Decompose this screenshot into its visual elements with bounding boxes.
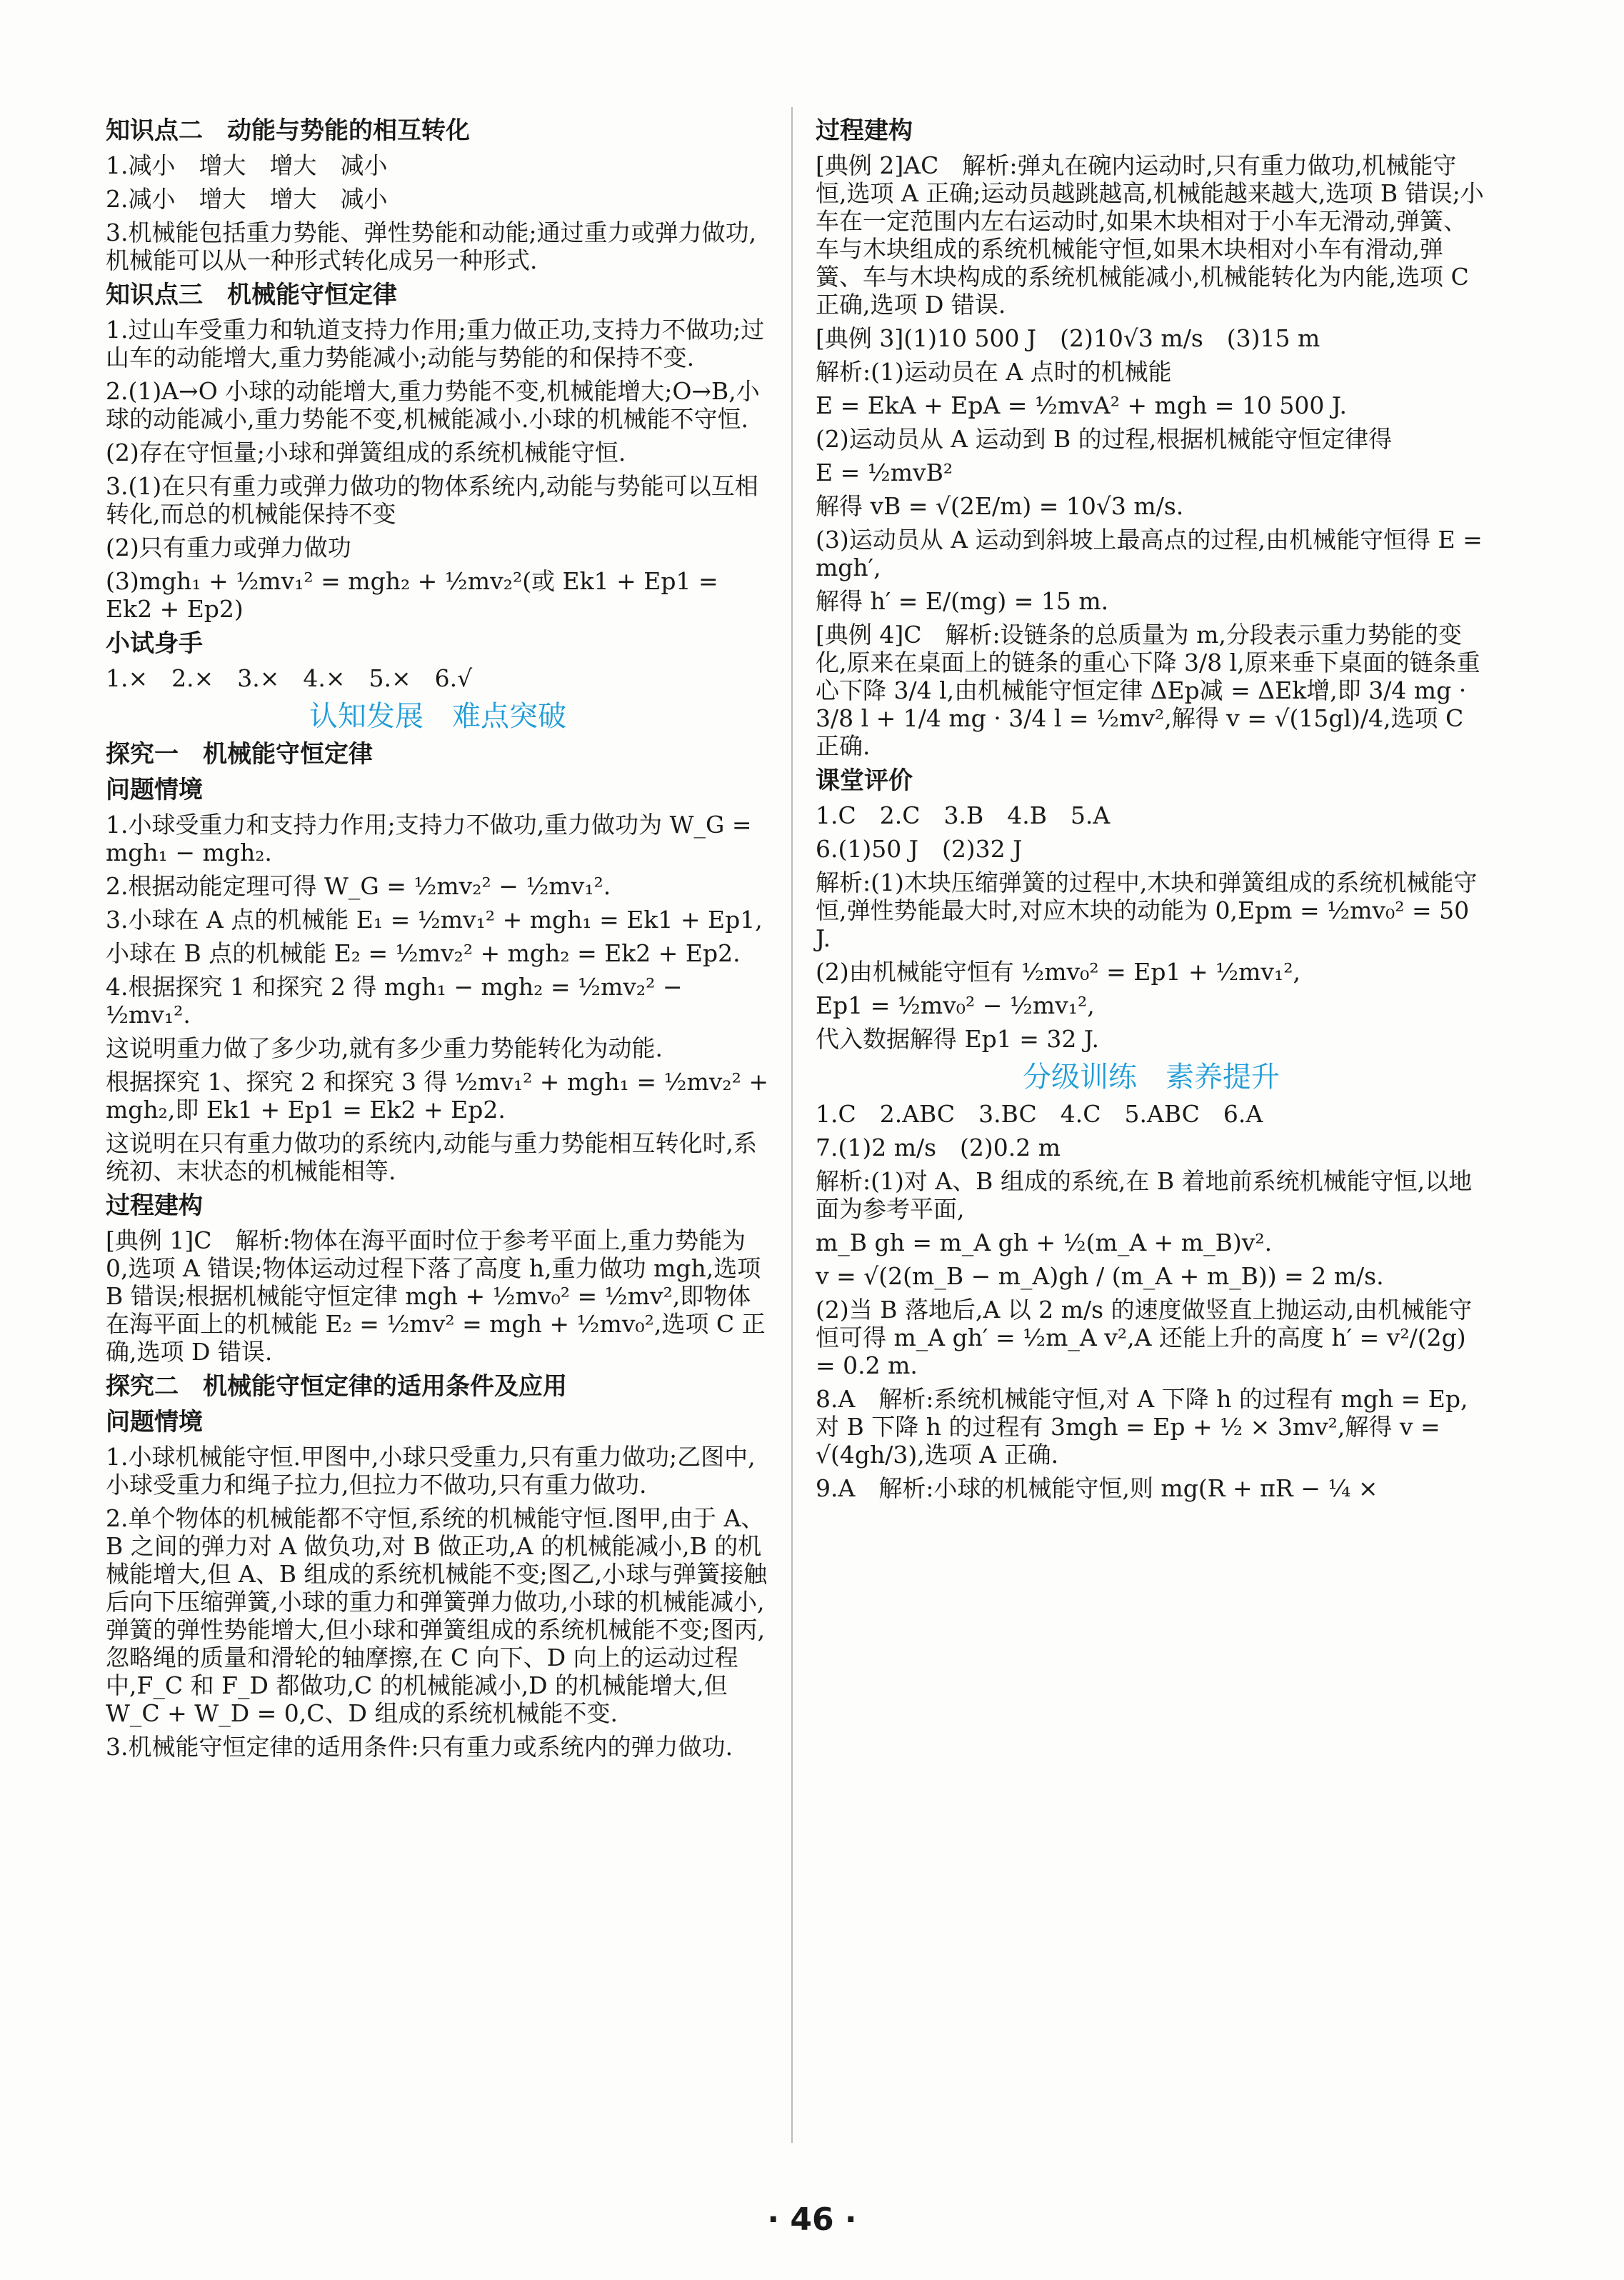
section-heading: 问题情境 <box>106 776 203 804</box>
answer-line: 6.(1)50 J (2)32 J <box>816 835 1023 863</box>
answer-line: 根据探究 1、探究 2 和探究 3 得 ½mv₁² + mgh₁ = ½mv₂² + mgh₂,即 Ek1 + Ep1 = Ek2 + Ep2. <box>106 1068 768 1124</box>
answer-line: Ep1 = ½mv₀² − ½mv₁², <box>816 991 1095 1019</box>
answer-line: 4.根据探究 1 和探究 2 得 mgh₁ − mgh₂ = ½mv₂² − ½mv₁². <box>106 973 683 1029</box>
answer-line: (3)运动员从 A 运动到斜坡上最高点的过程,由机械能守恒得 E = mgh′, <box>816 526 1483 581</box>
answer-line: 3.机械能守恒定律的适用条件:只有重力或系统内的弹力做功. <box>106 1733 733 1761</box>
answer-line: 2.减小 增大 增大 减小 <box>106 185 388 213</box>
page-number: · 46 · <box>767 2201 857 2238</box>
answer-line: 这说明重力做了多少功,就有多少重力势能转化为动能. <box>106 1034 663 1062</box>
right-column <box>816 113 1487 2159</box>
answer-line: E = ½mvB² <box>816 459 953 486</box>
answer-line: (3)mgh₁ + ½mv₁² = mgh₂ + ½mv₂²(或 Ek1 + Ep1 = Ek2 + Ep2) <box>106 567 718 623</box>
answer-line: 3.(1)在只有重力或弹力做功的物体系统内,动能与势能可以互相转化,而总的机械能保持不变 <box>106 472 758 528</box>
section-heading: 探究一 机械能守恒定律 <box>106 740 373 769</box>
answer-line: (2)存在守恒量;小球和弹簧组成的系统机械能守恒. <box>106 439 626 466</box>
section-heading: 过程建构 <box>106 1191 203 1220</box>
column-divider <box>791 107 793 2143</box>
answer-line: 2.单个物体的机械能都不守恒,系统的机械能守恒.图甲,由于 A、B 之间的弹力对 A 做负功,对 B 做正功,A 的机械能减小,B 的机械能增大,但 A、B 组成的系统机械能不变;图乙,小球与弹簧接触后向下压缩弹簧,小球的重力和弹簧弹力做功,小球的机械能减小,弹簧的弹性势能增大,但小球和弹簧组成的系统机械能不变;图丙,忽略绳的质量和滑轮的轴摩擦,在 C 向下、D 向上的运动过程中,F_C 和 F_D 都做功,C 的机械能减小,D 的机械能增大,但 W_C + W_D = 0,C、D 组成的系统机械能不变. <box>106 1504 768 1727</box>
answer-line: 这说明在只有重力做功的系统内,动能与重力势能相互转化时,系统初、末状态的机械能相等. <box>106 1129 757 1185</box>
answer-line: [典例 2]AC 解析:弹丸在碗内运动时,只有重力做功,机械能守恒,选项 A 正确;运动员越跳越高,机械能越来越大,选项 B 错误;小车在一定范围内左右运动时,如果木块相对于小车无滑动,弹簧、车与木块组成的系统机械能守恒,如果木块相对小车有滑动,弹簧、车与木块构成的系统机械能减小,机械能转化为内能,选项 C 正确,选项 D 错误. <box>816 151 1484 319</box>
section-heading: 知识点三 机械能守恒定律 <box>106 281 397 309</box>
answer-line: m_B gh = m_A gh + ½(m_A + m_B)v². <box>816 1229 1273 1256</box>
answer-line: 1.过山车受重力和轨道支持力作用;重力做正功,支持力不做功;过山车的动能增大,重力势能减小;动能与势能的和保持不变. <box>106 316 765 371</box>
answer-line: 3.机械能包括重力势能、弹性势能和动能;通过重力或弹力做功,机械能可以从一种形式转化成另一种形式. <box>106 219 757 274</box>
answer-line: 1.C 2.C 3.B 4.B 5.A <box>816 801 1111 829</box>
answer-line: 解析:(1)对 A、B 组成的系统,在 B 着地前系统机械能守恒,以地面为参考平面, <box>816 1167 1473 1223</box>
answer-line: 8.A 解析:系统机械能守恒,对 A 下降 h 的过程有 mgh = Ep,对 B 下降 h 的过程有 3mgh = Ep + ½ × 3mv²,解得 v = √(4gh/3),选项 A 正确. <box>816 1385 1468 1469</box>
answer-line: 代入数据解得 Ep1 = 32 J. <box>816 1025 1099 1053</box>
answer-line: (2)运动员从 A 运动到 B 的过程,根据机械能守恒定律得 <box>816 425 1393 453</box>
answer-line: 2.(1)A→O 小球的动能增大,重力势能不变,机械能增大;O→B,小球的动能减小,重力势能不变,机械能减小.小球的机械能不守恒. <box>106 377 760 433</box>
answer-line: (2)当 B 落地后,A 以 2 m/s 的速度做竖直上抛运动,由机械能守恒可得 m_A gh′ = ½m_A v²,A 还能上升的高度 h′ = v²/(2g) = 0.2 m. <box>816 1296 1473 1379</box>
answer-line: 1.减小 增大 增大 减小 <box>106 151 388 179</box>
answer-line: 1.C 2.ABC 3.BC 4.C 5.ABC 6.A <box>816 1100 1263 1128</box>
answer-line: 解析:(1)木块压缩弹簧的过程中,木块和弹簧组成的系统机械能守恒,弹性势能最大时,对应木块的动能为 0,Epm = ½mv₀² = 50 J. <box>816 869 1478 952</box>
answer-line: [典例 4]C 解析:设链条的总质量为 m,分段表示重力势能的变化,原来在桌面上的链条的重心下降 3/8 l,原来垂下桌面的链条重心下降 3/4 l,由机械能守恒定律 ΔEp减 = ΔEk增,即 3/4 mg · 3/8 l + 1/4 mg · 3/4 l = ½mv²,解得 v = √(15gl)/4,选项 C 正确. <box>816 621 1480 760</box>
section-heading: 课堂评价 <box>816 766 913 795</box>
section-heading: 探究二 机械能守恒定律的适用条件及应用 <box>106 1372 567 1401</box>
answer-line: (2)只有重力或弹力做功 <box>106 534 351 561</box>
answer-line: 7.(1)2 m/s (2)0.2 m <box>816 1134 1061 1161</box>
answer-line: (2)由机械能守恒有 ½mv₀² = Ep1 + ½mv₁², <box>816 958 1300 986</box>
answer-line: [典例 3](1)10 500 J (2)10√3 m/s (3)15 m <box>816 324 1320 352</box>
banner-heading: 认知发展 难点突破 <box>309 700 566 733</box>
section-heading: 过程建构 <box>816 116 913 145</box>
section-heading: 问题情境 <box>106 1408 203 1436</box>
answer-line: 小球在 B 点的机械能 E₂ = ½mv₂² + mgh₂ = Ek2 + Ep2. <box>106 939 741 967</box>
left-column <box>106 113 770 2159</box>
section-heading: 小试身手 <box>106 629 203 658</box>
answer-line: 解得 vB = √(2E/m) = 10√3 m/s. <box>816 492 1184 520</box>
answer-line: 1.小球机械能守恒.甲图中,小球只受重力,只有重力做功;乙图中,小球受重力和绳子拉力,但拉力不做功,只有重力做功. <box>106 1443 756 1499</box>
banner-heading: 分级训练 素养提升 <box>1023 1061 1280 1094</box>
answer-line: 1.× 2.× 3.× 4.× 5.× 6.√ <box>106 664 473 692</box>
answer-line: v = √(2(m_B − m_A)gh / (m_A + m_B)) = 2 m/s. <box>816 1262 1384 1290</box>
section-heading: 知识点二 动能与势能的相互转化 <box>106 116 470 145</box>
answer-line: 解得 h′ = E/(mg) = 15 m. <box>816 587 1109 615</box>
answer-line: 1.小球受重力和支持力作用;支持力不做功,重力做功为 W_G = mgh₁ − mgh₂. <box>106 811 752 866</box>
answer-line: 3.小球在 A 点的机械能 E₁ = ½mv₁² + mgh₁ = Ek1 + Ep1, <box>106 906 763 934</box>
answer-line: [典例 1]C 解析:物体在海平面时位于参考平面上,重力势能为 0,选项 A 错误;物体运动过程下落了高度 h,重力做功 mgh,选项 B 错误;根据机械能守恒定律 mgh + ½mv₀² = ½mv²,即物体在海平面上的机械能 E₂ = ½mv² = mgh + ½mv₀²,选项 C 正确,选项 D 错误. <box>106 1226 766 1366</box>
answer-line: 2.根据动能定理可得 W_G = ½mv₂² − ½mv₁². <box>106 872 611 900</box>
answer-line: 解析:(1)运动员在 A 点时的机械能 <box>816 358 1172 386</box>
answer-line: E = EkA + EpA = ½mvA² + mgh = 10 500 J. <box>816 391 1347 419</box>
answer-line: 9.A 解析:小球的机械能守恒,则 mg(R + πR − ¼ × <box>816 1474 1378 1502</box>
